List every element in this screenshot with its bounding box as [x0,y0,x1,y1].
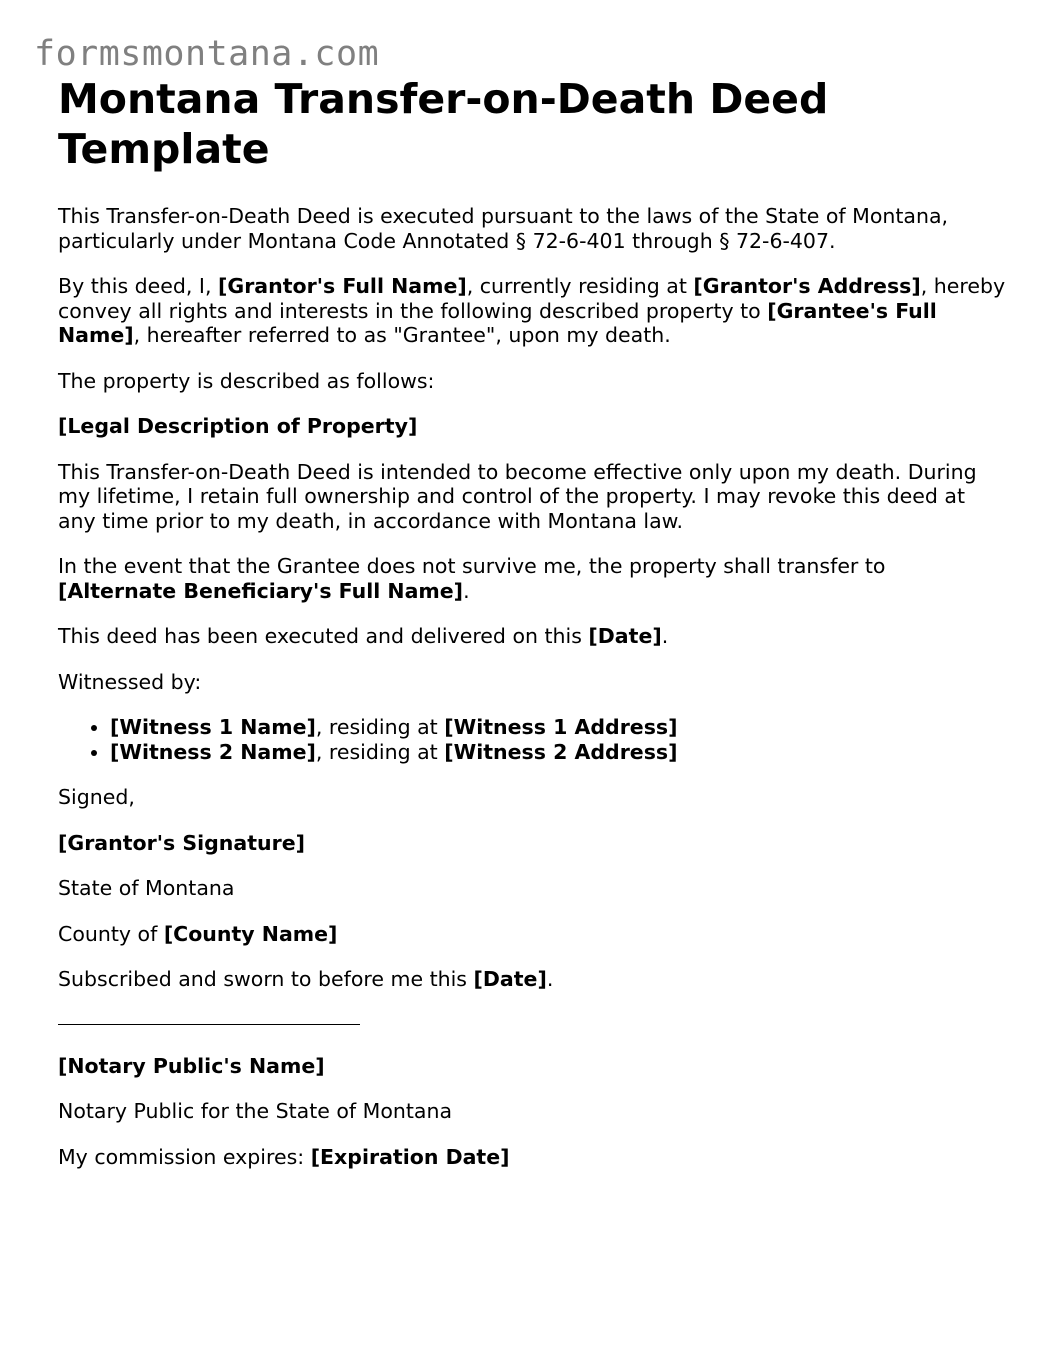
commission-line [58,1145,1008,1170]
legal-description-label: [Legal Description of Property] [58,414,418,438]
county-name-field: [County Name] [163,921,338,946]
alternate-text: In the event that the Grantee does not survive me, the property shall transfer to [58,554,886,578]
subscribed-line [58,967,1008,992]
execution-date-field: [Date] [588,624,662,648]
document-title: Montana Transfer-on-Death Deed Template [58,75,829,173]
witness-text: , residing at [315,715,445,739]
signature-line [58,1024,360,1025]
executed-text: This deed has been executed and delivered on this [58,624,589,648]
witness-address-field: [Witness 1 Address] [444,715,678,739]
executed-text: . [661,624,669,648]
effective-paragraph: This Transfer-on-Death Deed is intended to become effective only upon my death. During my lifetime, I retain full ownership and control of the property. I may revoke this deed at any time prior to my death, in accordance with Montana law. [58,459,977,533]
expiration-date-field: [Expiration Date] [310,1144,510,1169]
subscribed-text: Subscribed and sworn to before me this [58,967,474,991]
grantor-signature-label: [Grantor's Signature] [58,830,306,855]
subscribed-text: . [546,967,554,991]
grantor-signature-field [58,831,1008,856]
grantor-name-field: [Grantor's Full Name] [218,274,467,298]
executed-paragraph [58,624,1008,649]
list-item [110,715,1008,740]
conveyance-text: , currently residing at [466,274,694,298]
witnessed-by-label: Witnessed by: [58,669,202,694]
notary-name-field [58,1054,1008,1079]
subscribed-date-field: [Date] [473,967,547,991]
witness-address-field: [Witness 2 Address] [444,739,678,764]
conveyance-text: By this deed, I, [58,274,218,298]
notary-title: Notary Public for the State of Montana [58,1099,453,1123]
grantor-address-field: [Grantor's Address] [693,274,921,298]
alternate-paragraph [58,554,1008,603]
state-line: State of Montana [58,876,235,900]
county-line [58,922,1008,947]
property-intro: The property is described as follows: [58,368,435,393]
commission-text: My commission expires: [58,1144,311,1169]
alternate-beneficiary-field: [Alternate Beneficiary's Full Name] [58,578,464,603]
intro-paragraph: This Transfer-on-Death Deed is executed pursuant to the laws of the State of Montana, particularly under Montana Code Annotated § 72-6-401 through § 72-6-407. [58,204,949,253]
list-item [110,740,1008,765]
conveyance-text: , hereafter referred to as "Grantee", upon my death. [133,323,671,347]
grantee-name-field: [Grantee's Full Name] [58,298,937,347]
signed-label: Signed, [58,785,135,809]
watermark: formsmontana.com [34,34,380,74]
conveyance-text: , hereby convey all rights and interests in the following described property to [58,274,1006,323]
legal-description-field [58,414,1008,439]
witness-text: , residing at [315,739,445,764]
notary-name-label: [Notary Public's Name] [58,1053,325,1078]
document-page [58,74,1008,1169]
conveyance-paragraph [58,274,1008,348]
witness-name-field: [Witness 2 Name] [110,739,316,764]
county-text: County of [58,921,164,946]
witness-list [58,715,1008,764]
witness-name-field: [Witness 1 Name] [110,715,316,739]
alternate-text: . [463,578,470,603]
